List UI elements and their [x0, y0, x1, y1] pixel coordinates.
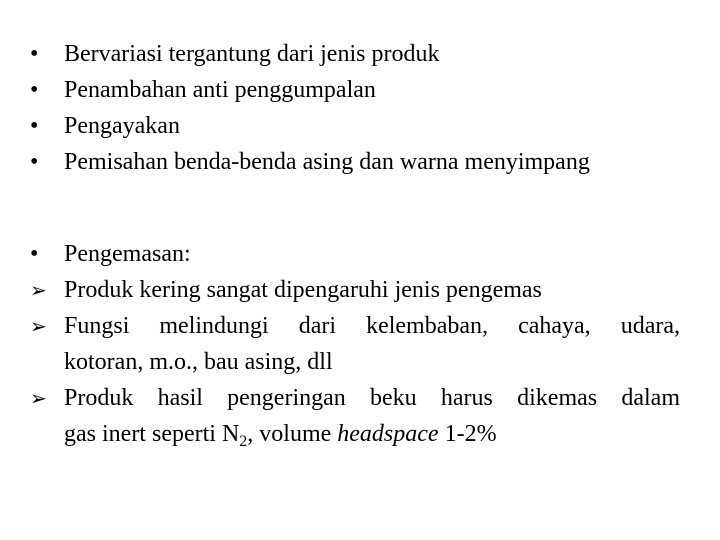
- list-item-text: Pemisahan benda-benda asing dan warna menyimpang: [64, 148, 590, 175]
- line-mid: , volume: [247, 421, 338, 447]
- list-item: [30, 72, 690, 108]
- bullet-icon: •: [30, 76, 39, 103]
- packaging-section: [30, 236, 680, 460]
- packaging-item-line: kotoran, m.o., bau asing, dll: [64, 349, 333, 375]
- packaging-heading: Pengemasan:: [64, 241, 191, 267]
- list-item: [30, 108, 690, 144]
- packaging-item-text: [64, 380, 680, 460]
- bullet-list: [30, 36, 690, 180]
- bullet-icon: •: [30, 241, 39, 267]
- packaging-item-text: [64, 308, 680, 380]
- italic-term: headspace: [337, 421, 439, 447]
- arrow-bullet-icon: ➢: [30, 314, 47, 338]
- list-item-text: Penambahan anti penggumpalan: [64, 76, 376, 103]
- packaging-item-text: Produk kering sangat dipengaruhi jenis pengemas: [64, 277, 542, 303]
- list-item-text: Pengayakan: [64, 112, 180, 139]
- subscript: 2: [239, 433, 248, 450]
- list-item: [30, 144, 690, 180]
- packaging-item-line: [64, 421, 497, 450]
- packaging-item: [30, 272, 680, 308]
- packaging-item-line: Produk hasil pengeringan beku harus dikemas dalam: [64, 385, 680, 411]
- bullet-icon: •: [30, 112, 39, 139]
- list-item: [30, 36, 690, 72]
- line-suffix: 1-2%: [438, 421, 497, 447]
- list-item-text: Bervariasi tergantung dari jenis produk: [64, 40, 440, 67]
- line-prefix: gas inert seperti N: [64, 421, 240, 447]
- arrow-bullet-icon: ➢: [30, 278, 47, 302]
- packaging-heading-row: [30, 236, 680, 272]
- packaging-item-line: Fungsi melindungi dari kelembaban, cahaya, udara,: [64, 313, 680, 339]
- arrow-bullet-icon: ➢: [30, 386, 47, 410]
- bullet-icon: •: [30, 40, 39, 67]
- bullet-icon: •: [30, 148, 39, 175]
- packaging-item: [30, 308, 680, 380]
- packaging-item: [30, 380, 680, 460]
